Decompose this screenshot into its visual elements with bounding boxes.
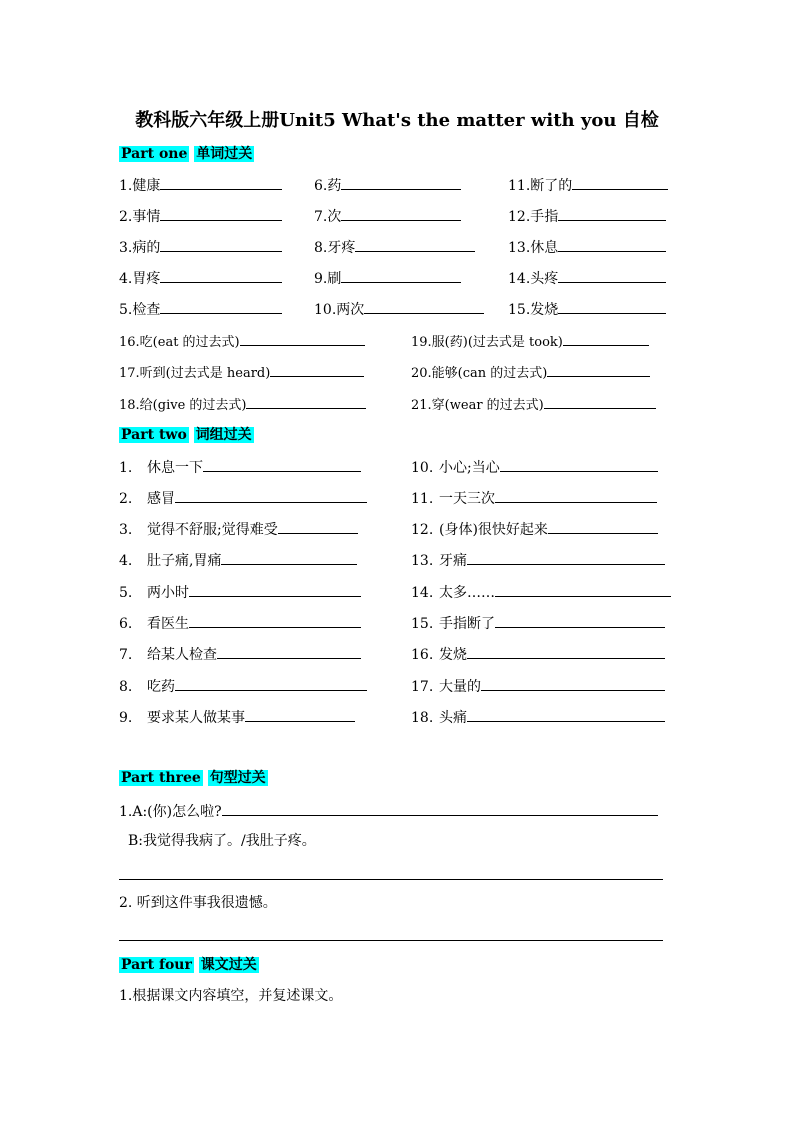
- vocab-item: 10.两次: [314, 299, 484, 319]
- vocab-item: 21.穿(wear 的过去式): [411, 394, 656, 415]
- answer-blank[interactable]: [222, 801, 658, 816]
- phrase-item: 16. 发烧: [411, 644, 665, 664]
- answer-blank[interactable]: [189, 613, 361, 628]
- answer-blank[interactable]: [500, 457, 658, 472]
- answer-blank[interactable]: [341, 175, 461, 190]
- answer-blank[interactable]: [160, 299, 282, 314]
- answer-blank[interactable]: [175, 676, 367, 691]
- answer-blank[interactable]: [558, 268, 666, 283]
- phrase-item: 13. 牙痛: [411, 550, 665, 570]
- section-title: 句型过关: [209, 770, 266, 786]
- phrase-item: 3. 觉得不舒服;觉得难受: [119, 519, 358, 539]
- vocab-item: 9.刷: [314, 268, 461, 288]
- answer-blank[interactable]: [467, 644, 665, 659]
- vocab-item: 19.服(药)(过去式是 took): [411, 331, 649, 352]
- phrase-item: 6. 看医生: [119, 613, 361, 633]
- phrase-item: 14. 太多……: [411, 582, 671, 602]
- section-label: Part one: [121, 146, 188, 162]
- phrase-item: 5. 两小时: [119, 582, 361, 602]
- answer-blank[interactable]: [495, 582, 671, 597]
- answer-blank[interactable]: [481, 676, 665, 691]
- answer-blank[interactable]: [160, 175, 282, 190]
- answer-blank[interactable]: [495, 613, 665, 628]
- phrase-item: 1. 休息一下: [119, 457, 361, 477]
- section-heading-part-three: [119, 768, 268, 788]
- phrase-item: 18. 头痛: [411, 707, 665, 727]
- phrase-item: 15. 手指断了: [411, 613, 665, 633]
- section-title: 课文过关: [200, 957, 257, 973]
- answer-blank[interactable]: [160, 268, 282, 283]
- sentence-question: 1.A:(你)怎么啦?: [119, 801, 658, 821]
- vocab-item: 4.胃疼: [119, 268, 282, 288]
- answer-blank[interactable]: [558, 299, 666, 314]
- answer-blank[interactable]: [563, 331, 649, 346]
- section-title: 词组过关: [195, 427, 252, 443]
- section-label: Part three: [121, 770, 201, 786]
- answer-blank[interactable]: [221, 550, 357, 565]
- phrase-item: 11. 一天三次: [411, 488, 657, 508]
- phrase-item: 10. 小心;当心: [411, 457, 658, 477]
- vocab-item: 1.健康: [119, 175, 282, 195]
- answer-blank[interactable]: [558, 206, 666, 221]
- vocab-item: 14.头疼: [508, 268, 666, 288]
- answer-blank[interactable]: [355, 237, 475, 252]
- phrase-item: 4. 肚子痛,胃痛: [119, 550, 357, 570]
- sentence-answer: B:我觉得我病了。/我肚子疼。: [128, 833, 316, 849]
- answer-blank[interactable]: [467, 550, 665, 565]
- vocab-item: 5.检查: [119, 299, 282, 319]
- vocab-item: 6.药: [314, 175, 461, 195]
- answer-blank[interactable]: [572, 175, 668, 190]
- answer-blank[interactable]: [245, 707, 355, 722]
- vocab-item: 15.发烧: [508, 299, 666, 319]
- answer-blank[interactable]: [203, 457, 361, 472]
- answer-blank[interactable]: [341, 206, 461, 221]
- phrase-item: 12. (身体)很快好起来: [411, 519, 658, 539]
- section-heading-part-two: [119, 425, 254, 445]
- answer-blank[interactable]: [246, 394, 366, 409]
- answer-line[interactable]: [119, 940, 663, 941]
- vocab-item: 17.听到(过去式是 heard): [119, 362, 364, 383]
- vocab-item: 13.休息: [508, 237, 666, 257]
- instruction-text: 1.根据课文内容填空，并复述课文。: [119, 988, 343, 1004]
- answer-blank[interactable]: [544, 394, 656, 409]
- sentence-question: 2. 听到这件事我很遗憾。: [119, 895, 277, 911]
- vocab-item: 16.吃(eat 的过去式): [119, 331, 365, 352]
- answer-blank[interactable]: [160, 206, 282, 221]
- phrase-item: 7. 给某人检查: [119, 644, 361, 664]
- answer-blank[interactable]: [278, 519, 358, 534]
- vocab-item: 12.手指: [508, 206, 666, 226]
- answer-blank[interactable]: [189, 582, 361, 597]
- phrase-item: 9. 要求某人做某事: [119, 707, 355, 727]
- section-title: 单词过关: [196, 146, 253, 162]
- vocab-item: 18.给(give 的过去式): [119, 394, 366, 415]
- vocab-item: 20.能够(can 的过去式): [411, 362, 650, 383]
- vocab-item: 11.断了的: [508, 175, 668, 195]
- answer-blank[interactable]: [548, 519, 658, 534]
- page-title: 教科版六年级上册Unit5 What's the matter with you 自检: [135, 110, 659, 131]
- answer-line[interactable]: [119, 879, 663, 880]
- section-label: Part two: [121, 427, 187, 443]
- answer-blank[interactable]: [495, 488, 657, 503]
- answer-blank[interactable]: [270, 362, 364, 377]
- answer-blank[interactable]: [364, 299, 484, 314]
- answer-blank[interactable]: [240, 331, 365, 346]
- phrase-item: 17. 大量的: [411, 676, 665, 696]
- answer-blank[interactable]: [341, 268, 461, 283]
- vocab-item: 7.次: [314, 206, 461, 226]
- answer-blank[interactable]: [160, 237, 282, 252]
- answer-blank[interactable]: [547, 362, 650, 377]
- phrase-item: 8. 吃药: [119, 676, 367, 696]
- vocab-item: 3.病的: [119, 237, 282, 257]
- section-heading-part-one: [119, 144, 254, 164]
- section-heading-part-four: [119, 955, 259, 975]
- answer-blank[interactable]: [175, 488, 367, 503]
- vocab-item: 8.牙疼: [314, 237, 475, 257]
- section-label: Part four: [121, 957, 192, 973]
- answer-blank[interactable]: [467, 707, 665, 722]
- phrase-item: 2. 感冒: [119, 488, 367, 508]
- vocab-item: 2.事情: [119, 206, 282, 226]
- answer-blank[interactable]: [217, 644, 361, 659]
- answer-blank[interactable]: [558, 237, 666, 252]
